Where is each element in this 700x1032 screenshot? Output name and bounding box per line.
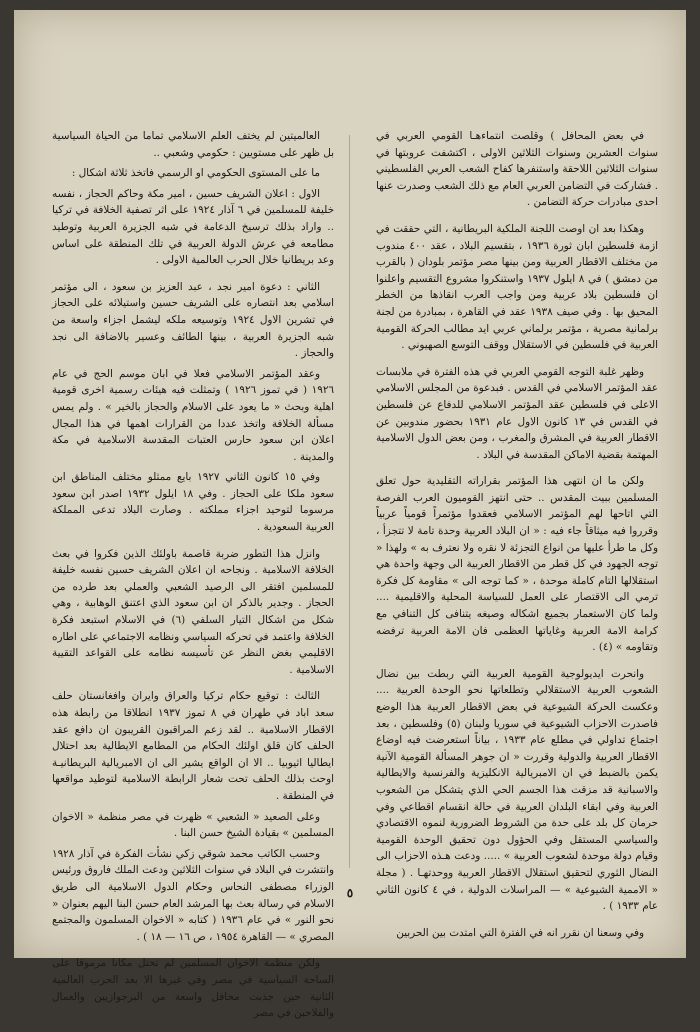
column-divider [349,135,350,868]
paragraph: الثاني : دعوة امير نجد ، عبد العزيز بن سعود ، الى مؤتمر اسلامي بعد انتصاره على الشريف حسين واستيلائه على الحجاز في تشرين الاول ١٩٢٤ وتوسيعه ملكه ليشمل اجزاء واسعة من شبه الجزيرة العربية ، بينها الطائف وعسير بالاضافة الى نجد والحجاز . [52,280,334,360]
paragraph: وانزل هذا التطور ضربة قاصمة باولئك الذين فكروا في بعث الخلافة الاسلامية . ونجاحه ان اعلان الشريف حسين نفسه خليفة للمسلمين افتقر الى الرصيد الشعبي والعملي بعد طرده من الحجاز . وجدير بالذكر ان ابن سعود الذي اعتنق الوهابية ، وهي شكل من اشكال التيار السلفي (٦) في الاسلام استبعد فكرة الخلافة واعتمد في تحركه السياسي ونظامه الاجتماعي على اطاره الاقليمي بغض النظر عن تأسيسه نظامه على القواعد التقيية الاسلامية . [52,547,335,676]
paragraph: الاول : اعلان الشريف حسين ، امير مكة وحاكم الحجاز ، نفسه خليفة للمسلمين في ٦ آذار ١٩٢٤ على اثر تصفية الخلافة في تركيا .. واراد بذلك ترسيخ الدعامة في شبه الجزيرة العربية وتوطيد مطامعه في عرش الدولة العربية في تلك المنطقة على اساس وعد بريطانيا خلال الحرب العالمية الاولى . [52,187,334,267]
paragraph: وانحرت ايديولوجية القومية العربية التي ربطت بين نضال الشعوب العربية الاستقلالي وتطلعاتها نحو الوحدة العربية .... وعكست الحركة الشيوعية في بعض الاقطار العربية هذا الوضع فاصدرت الاحزاب الشيوعية في سوريا ولبنان (٥) وفلسطين ، بعد اجتماع تداولي في مطلع عام ١٩٣٣ ، بياناً استعرضت فيه اوضاع الاقطار العربية والدولية وقررت « ان جوهر المسألة القومية الآنية يكمن بالضبط في ان الامبريالية الانكليزية والفرنسية والايطالية والاسبانية قد مزقت هذا الجسم الحي الذي يتشكل من الشعوب العربية وفي ابقاء البلدان العربية في حالة انقسام اقطاعي وفي حرمان كل بلد على حدة من الشروط الضرورية لنموه الاقتصادي والسياسي المستقل وفي الحؤول دون تحقيق الوحدة القومية وقيام دولة موحدة لشعوب العربية » ..... ودعت هـذه الاحزاب الى النضال الثوري لتحقيق استقلال الاقطار العربية ووحدتهـا . ( مجلة « الاممية الشيوعية » — المراسلات الدولية ، في ٤ كانون الثاني عام ١٩٣٣ ) . [376,667,658,913]
left-text-column [52,128,334,1032]
paragraph: الثالث : توقيع حكام تركيا والعراق وايران وافغانستان حلف سعد اباد في طهران في ٨ تموز ١٩٣٧ انطلاقا من رابطة هذه الاقطار الاسلامية .. لقد زعم المراقبون القريبون ان دافع عقد الحلف كان قلق اولئك الحكام من المطامع الايطالية بعد احتلال ايطاليا اثيوبيا .. الا ان الواقع يشير الى ان الامبريالية البريطانيـة اوحت بذلك الحلف تحت شعار الرابطة الاسلامية لتوطيد مواقعها في المنطقة . [52,690,335,802]
paragraph: وعقد المؤتمر الاسلامي فعلا في ابان موسم الحج في عام ١٩٢٦ ( في تموز ١٩٢٦ ) وتمثلت فيه هيئات رسمية اخرى قومية اهلية وبحث « ما يعود على الاسلام والحجاز بالخير » . ولم يمس مسألة الخلافة واتخذ عددا من القرارات اهمها في هذا المجال اعلان ابن سعود حارس العتبات المقدسة الاسلامية في مكة والمدينة . [52,367,334,463]
paragraph: وعلى الصعيد « الشعبي » ظهرت في مصر منظمة « الاخوان المسلمين » بقيادة الشيخ حسن البنا . [52,810,334,840]
paragraph: وهكذا بعد ان اوصت اللجنة الملكية البريطانية ، التي حققت في ازمة فلسطين ابان ثورة ١٩٣٦ ، بتقسيم البلاد ، عقد ٤٠٠ مندوب من مختلف الاقطار العربية ومن بينها مصر مؤتمر بلودان ( بالقرب من دمشق ) في ٨ ايلول ١٩٣٧ واستنكروا مشروع التقسيم واعلنوا ان فلسطين بلاد عربية ومن واجب العرب انقاذها من الخطر المحيق بها . وفي صيف ١٩٣٨ عقد في القاهرة ، بمبادرة من لجنة برلمانية مصرية ، مؤتمر برلماني عربي ايد مطالب الحركة القومية العربية في فلسطين في الاستقلال ووقف التوسع الصهيوني . [376,222,659,352]
paragraph: ما على المستوى الحكومي او الرسمي فاتخذ ثلاثة اشكال : [71,167,320,180]
magazine-page [14,10,686,1020]
paragraph: العالميتين لم يختف العلم الاسلامي تماما من الحياة السياسية بل ظهر على مستويين : حكومي وشعبي .. [52,130,334,159]
right-text-column [376,128,658,951]
paragraph: وفي وسعنا ان نقرر انه في الفترة التي امتدت بين الحربين [396,926,644,939]
paragraph: ولكن منظمة الاخوان المسلمين لم تحتل مكانا مرموقا على الساحة السياسية في مصر وفي غيرها الا بعد الحرب العالمية الثانية حين جذبت محافل واسعة من البرجوازيين والعمال والفلاحين في مصر [52,957,334,1020]
paragraph: ولكن ما ان انتهى هذا المؤتمر بقراراته التقليدية حول تعلق المسلمين ببيت المقدس .. حتى انتهز القوميون العرب الفرصة التي اتاحها لهم المؤتمر الاسلامي فعقدوا مؤتمراً قومياً عربياً وقرروا فيه ميثاقاً جاء فيه : « ان البلاد العربية وحدة تامة لا تتجزأ ، وكل ما طرأ عليها من انواع التجزئة لا نقره ولا نعترف به » ولهذا « توجه الجهود في كل قطر من الاقطار العربية الى وجهة واحدة هي استقلالها التام كاملة موحدة ، « كما توجه الى » مقاومة كل فكرة ترمي الى الاقتصار على العمل للسياسة المحلية والاقليمية .... ولما كان الاستعمار بجميع اشكاله وصيغه يتنافى كل التنافي مع كرامة الامة العربية وغاياتها العظمى فان الامة العربية ترفضه وتقاومه » (٤) . [376,475,658,654]
page-number: ٥ [346,886,354,900]
paragraph: وظهر غلبة التوجه القومي العربي في هذه الفترة في ملابسات عقد المؤتمر الاسلامي في القدس . فبدعوة من المجلس الاسلامي الاعلى في فلسطين عقد المؤتمر الاسلامي للدفاع عن فلسطين في القدس في ١٣ كانون الاول عام ١٩٣١ بحضور مندوبين عن الاقطار العربية في المشرق والمغرب ، ومن بعض الدول الاسلامية المهتمة بقضية الاماكن المقدسة في البلاد . [376,365,658,461]
paragraph: في بعض المحافل ) وقلصت انتماءهـا القومي العربي في سنوات العشرين وسنوات الثلاثين الاولى ، اكتشفت عروبتها في سنوات الثلاثين اللاحقة واستنفرها كفاح الشعب العربي الفلسطيني . فشاركت في التضامن العربي العام مع ذلك الشعب وصدرت عنها احدى مبادرات حركة التضامن . [376,130,658,209]
paragraph: وحسب الكاتب محمد شوقي زكي نشأت الفكرة في آذار ١٩٢٨ وانتشرت في البلاد في سنوات الثلاثين ودعت الملك فاروق ورئيس الوزراء مصطفى النحاس وحكام الدول الاسلامية الى طريق الاسلام في رسالة بعث بها المرشد العام حسن البنا اليهم بعنوان « نحو النور » في عام ١٩٣٦ ( كتابه « الاخوان المسلمون والمجتمع المصري » — القاهرة ١٩٥٤ ، ص ١٦ — ١٨ ) . [52,847,334,943]
paragraph: وفي ١٥ كانون الثاني ١٩٢٧ بايع ممثلو مختلف المناطق ابن سعود ملكا على الحجاز . وفي ١٨ ايلول ١٩٣٢ اصدر ابن سعود مرسوما لتوحيد اجزاء مملكته . وصارت البلاد تدعى المملكة العربية السعودية . [52,471,334,534]
